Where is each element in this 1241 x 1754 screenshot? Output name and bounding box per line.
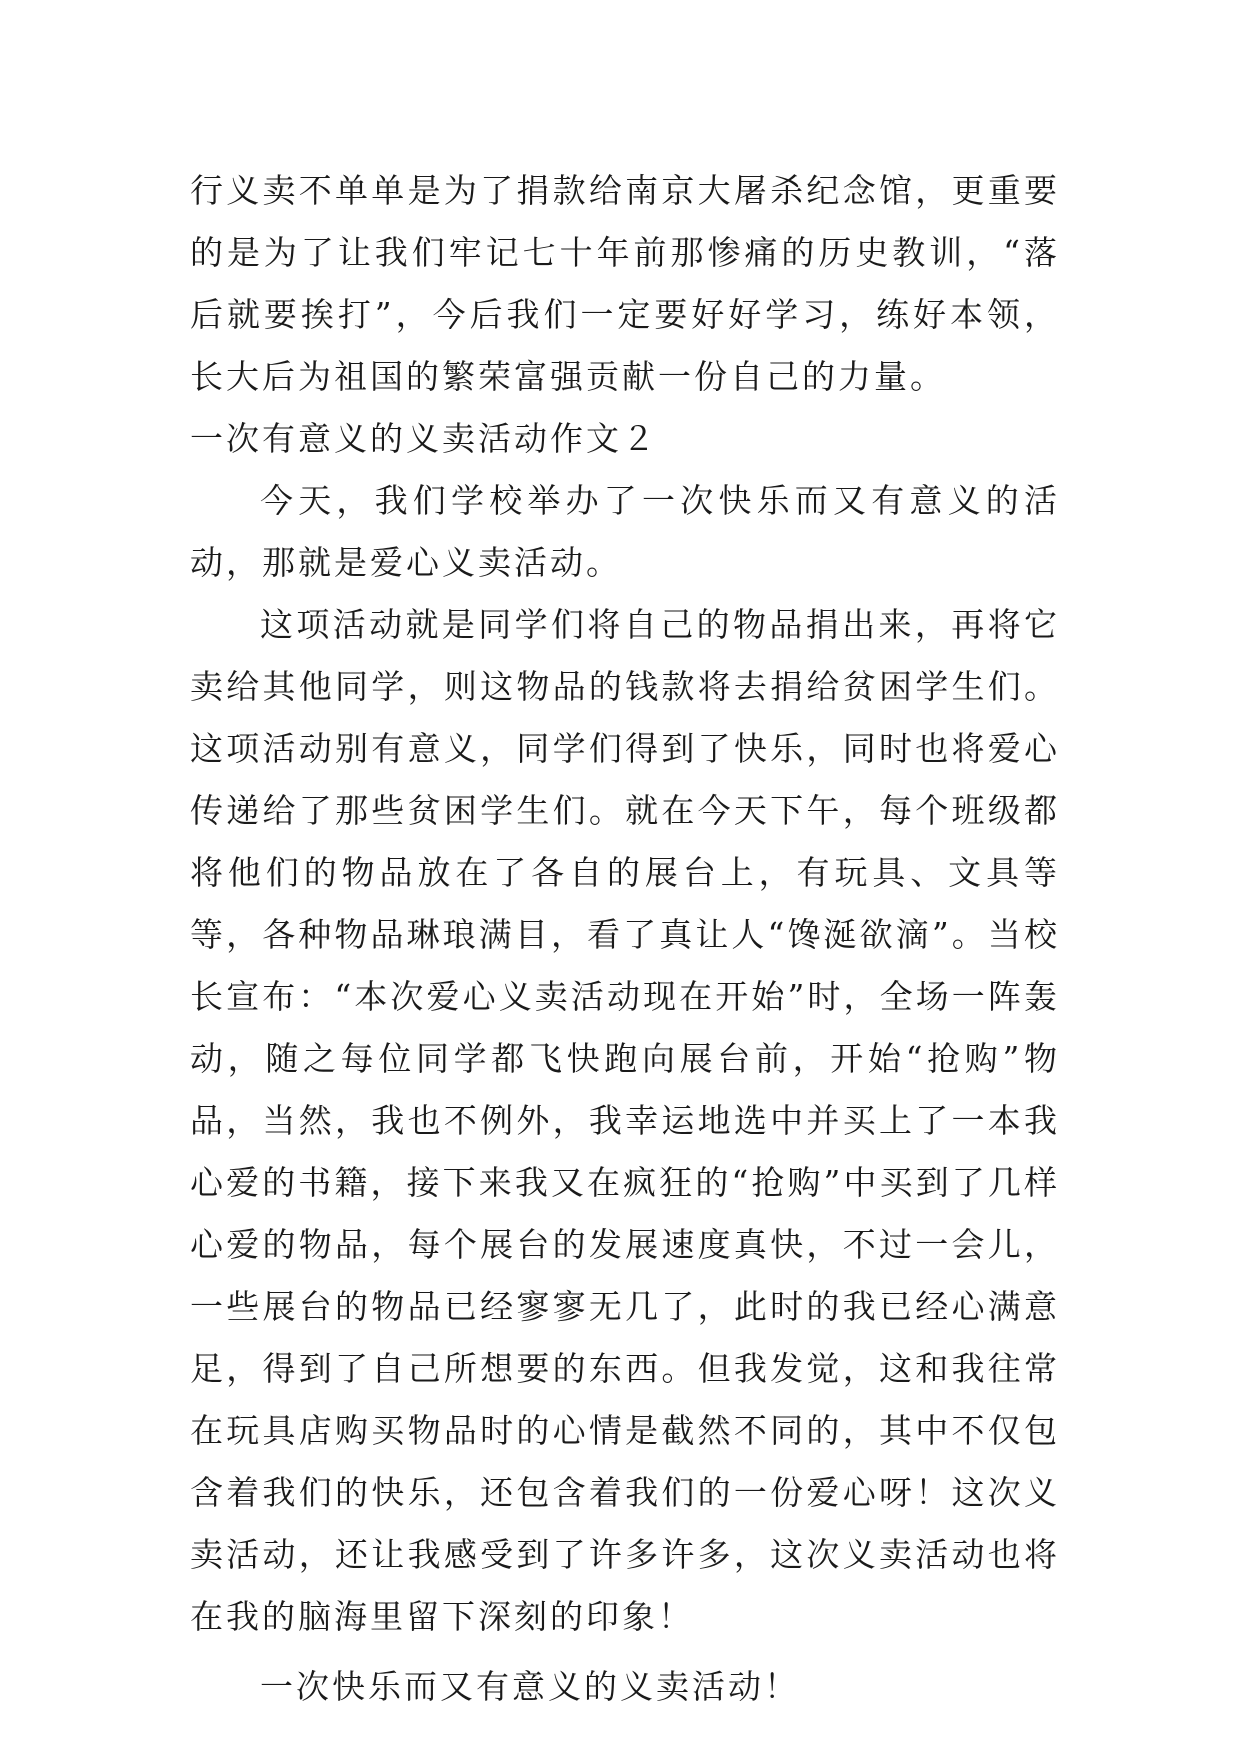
paragraph-2: 这项活动就是同学们将自己的物品捐出来，再将它卖给其他同学，则这物品的钱款将去捐给贫困学生们。这项活动别有意义，同学们得到了快乐，同时也将爱心传递给了那些贫困学生们。就在今天下午，每个班级都将他们的物品放在了各自的展台上，有玩具、文具等等，各种物品琳琅满目，看了真让人“馋涎欲滴”。当校长宣布：“本次爱心义卖活动现在开始”时，全场一阵轰动，随之每位同学都飞快跑向展台前，开始“抢购”物品，当然，我也不例外，我幸运地选中并买上了一本我心爱的书籍，接下来我又在疯狂的“抢购”中买到了几样心爱的物品，每个展台的发展速度真快，不过一会儿，一些展台的物品已经寥寥无几了，此时的我已经心满意足，得到了自己所想要的东西。但我发觉，这和我往常在玩具店购买物品时的心情是截然不同的，其中不仅包含着我们的快乐，还包含着我们的一份爱心呀！这次义卖活动，还让我感受到了许多许多，这次义卖活动也将在我的脑海里留下深刻的印象！ [190, 605, 1060, 1636]
document-body [190, 160, 1060, 1718]
paragraph-1: 今天，我们学校举办了一次快乐而又有意义的活动，那就是爱心义卖活动。 [190, 481, 1060, 582]
paragraph-continuation: 行义卖不单单是为了捐款给南京大屠杀纪念馆，更重要的是为了让我们牢记七十年前那惨痛的历史教训，“落后就要挨打”，今后我们一定要好好学习，练好本领，长大后为祖国的繁荣富强贡献一份自己的力量。 [190, 171, 1060, 396]
section-heading: 一次有意义的义卖活动作文２ [190, 419, 658, 458]
paragraph-3: 一次快乐而又有意义的义卖活动！ [260, 1667, 800, 1706]
